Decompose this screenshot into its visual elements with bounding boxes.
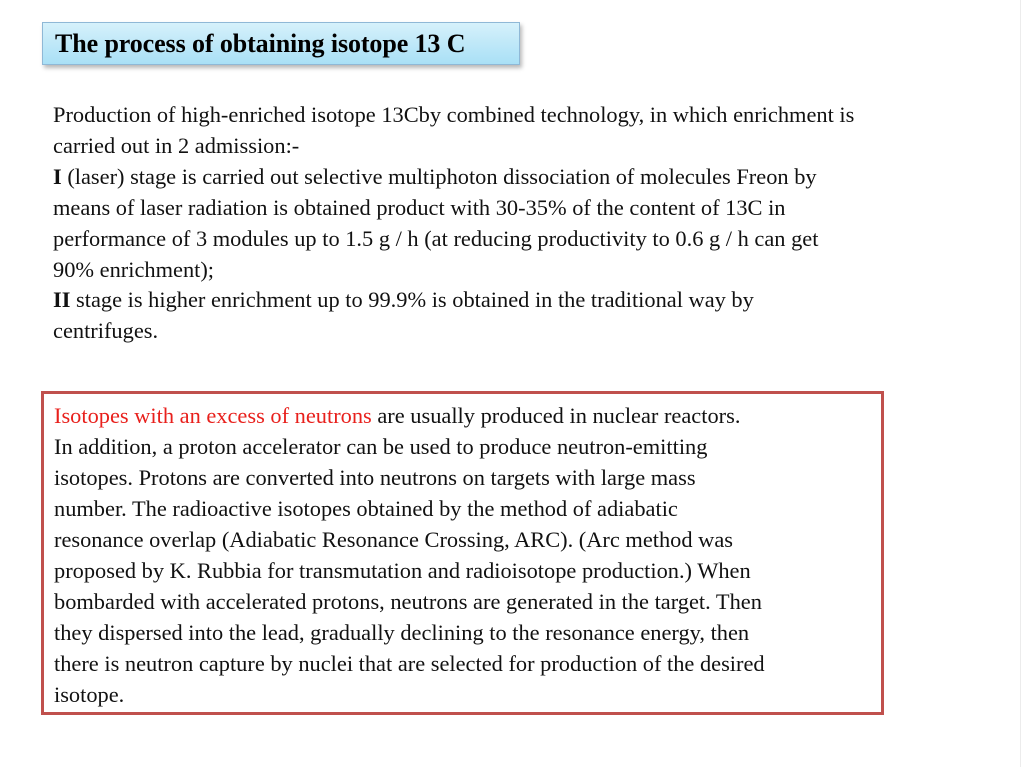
- intro-line: performance of 3 modules up to 1.5 g / h (at reducing productivity to 0.6 g / h can get: [53, 225, 819, 251]
- highlight-text: Isotopes with an excess of neutrons: [54, 403, 372, 428]
- box-line: they dispersed into the lead, gradually declining to the resonance energy, then: [54, 620, 750, 645]
- intro-line: carried out in 2 admission:-: [53, 132, 300, 158]
- box-line: there is neutron capture by nuclei that are selected for production of the desired: [54, 651, 765, 676]
- box-line: isotope.: [54, 682, 125, 707]
- neutron-isotopes-box: [41, 391, 884, 715]
- box-line: In addition, a proton accelerator can be used to produce neutron-emitting: [54, 434, 708, 459]
- title-box: [42, 22, 520, 65]
- slide-title: The process of obtaining isotope 13 C: [55, 29, 466, 58]
- stage-2-text: stage is higher enrichment up to 99.9% is obtained in the traditional way by: [70, 287, 754, 313]
- intro-line: centrifuges.: [53, 318, 159, 344]
- intro-line: 90% enrichment);: [53, 256, 215, 282]
- intro-line-stage-2: [53, 285, 993, 316]
- intro-paragraph: [53, 100, 993, 347]
- box-line: number. The radioactive isotopes obtained by the method of adiabatic: [54, 496, 678, 521]
- box-line-1: [54, 400, 765, 431]
- box-paragraph: [54, 400, 765, 710]
- intro-line-stage-1: [53, 162, 993, 193]
- stage-1-text: (laser) stage is carried out selective multiphoton dissociation of molecules Freon by: [61, 163, 817, 189]
- stage-1-label: I: [53, 163, 62, 189]
- stage-2-label: II: [53, 287, 71, 313]
- intro-line: Production of high-enriched isotope 13Cby combined technology, in which enrichment is: [53, 102, 855, 127]
- box-line: resonance overlap (Adiabatic Resonance Crossing, ARC). (Arc method was: [54, 527, 733, 552]
- box-line: isotopes. Protons are converted into neutrons on targets with large mass: [54, 465, 696, 490]
- intro-line: means of laser radiation is obtained product with 30-35% of the content of 13C in: [53, 194, 786, 220]
- box-line: proposed by K. Rubbia for transmutation and radioisotope production.) When: [54, 558, 751, 583]
- slide-edge: [1020, 0, 1021, 767]
- box-line: bombarded with accelerated protons, neutrons are generated in the target. Then: [54, 589, 762, 614]
- box-line-1-rest: are usually produced in nuclear reactors.: [371, 403, 741, 428]
